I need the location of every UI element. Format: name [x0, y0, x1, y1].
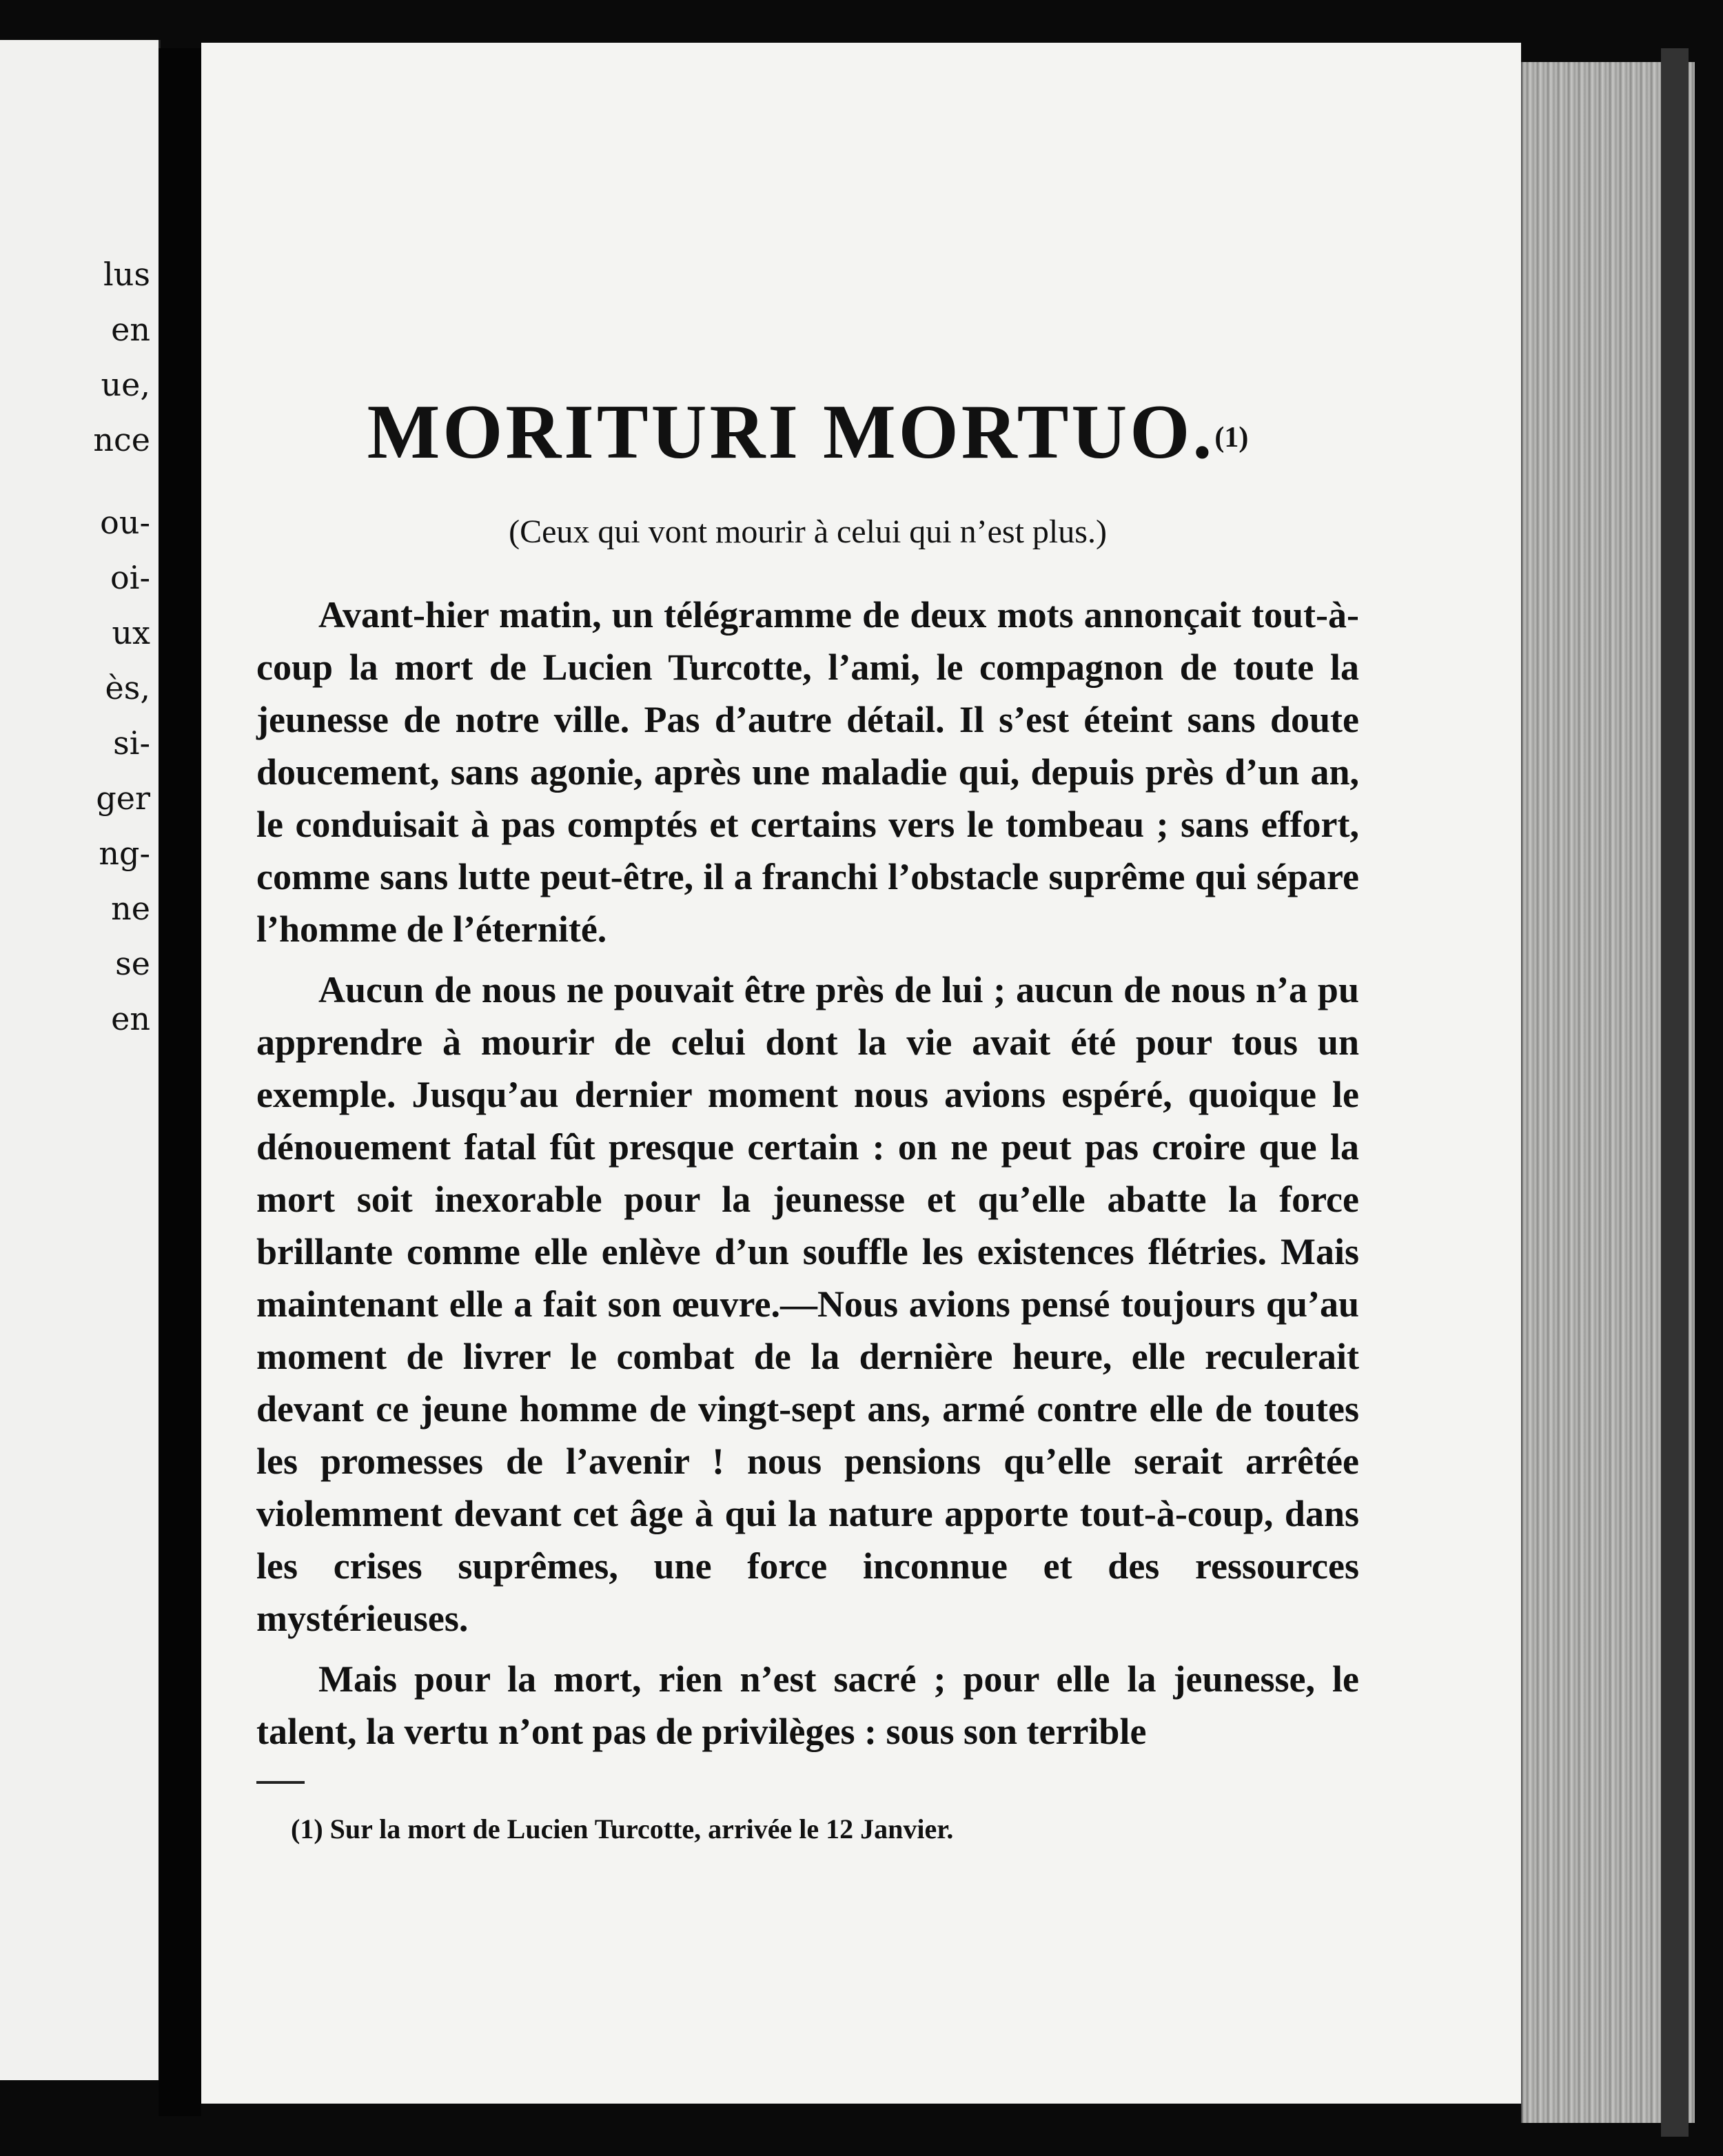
left-fragment: ès, [105, 669, 150, 706]
footnote-divider [256, 1781, 305, 1784]
paragraph: Aucun de nous ne pouvait être près de lui ; aucun de nous n’a pu apprendre à mourir de celui dont la vie avait été pour tous un exemple. Jusqu’au dernier moment nous avions espéré, quoique le dénouement fatal fût presque certain : on ne peut pas croire que la mort soit inexorable pour la jeunesse et qu’elle abatte la force brillante comme elle enlève d’un souffle les existences flétries. Mais maintenant elle a fait son œuvre.—Nous avions pensé toujours qu’au moment de livrer le combat de la dernière heure, elle reculerait devant ce jeune homme de vingt-sept ans, armé contre elle de toutes les promesses de l’avenir ! nous pensions qu’elle serait arrêtée violemment devant cet âge à qui la nature apporte tout-à-coup, dans les crises suprêmes, une force inconnue et des ressources mystérieuses. [256, 969, 1359, 1639]
left-fragment: se [115, 945, 150, 982]
left-fragment: ue, [101, 366, 150, 403]
page-title [256, 387, 1359, 477]
main-page [201, 43, 1521, 2104]
left-fragment: ger [96, 780, 150, 817]
left-fragment: lus [103, 256, 150, 293]
left-fragment: ng- [99, 835, 150, 872]
left-fragment: ou- [100, 504, 150, 541]
title-footnote-mark: (1) [1214, 422, 1249, 454]
left-facing-page [0, 40, 161, 2080]
left-fragment: ne [111, 890, 150, 927]
left-fragment: en [111, 1000, 150, 1037]
title-text: MORITURI MORTUO. [367, 389, 1215, 475]
left-fragment: nce [93, 421, 150, 458]
left-fragment: en [111, 311, 150, 348]
paragraph: Avant-hier matin, un télégramme de deux mots annonçait tout-à-coup la mort de Lucien Turcotte, l’ami, le compagnon de toute la jeunesse de notre ville. Pas d’autre détail. Il s’est éteint sans doute doucement, sans agonie, après une maladie qui, depuis près d’un an, le conduisait à pas comptés et certains vers le tombeau ; sans effort, comme sans lutte peut-être, il a franchi l’obstacle suprême qui sépare l’homme de l’éternité. [256, 594, 1359, 950]
left-fragment: ux [112, 614, 150, 651]
paragraph: Mais pour la mort, rien n’est sacré ; pour elle la jeunesse, le talent, la vertu n’ont pas de privilèges : sous son terrible [256, 1658, 1359, 1752]
left-fragment: si- [113, 724, 150, 762]
left-page-text-fragments [93, 247, 150, 1046]
left-fragment: oi- [110, 559, 150, 596]
footnote: (1) Sur la mort de Lucien Turcotte, arrivée le 12 Janvier. [291, 1813, 954, 1844]
book-gutter [159, 48, 201, 2116]
page-text-block [256, 387, 1359, 1875]
page-subtitle: (Ceux qui vont mourir à celui qui n’est plus.) [509, 513, 1107, 550]
page-edges-shadow [1661, 48, 1689, 2137]
